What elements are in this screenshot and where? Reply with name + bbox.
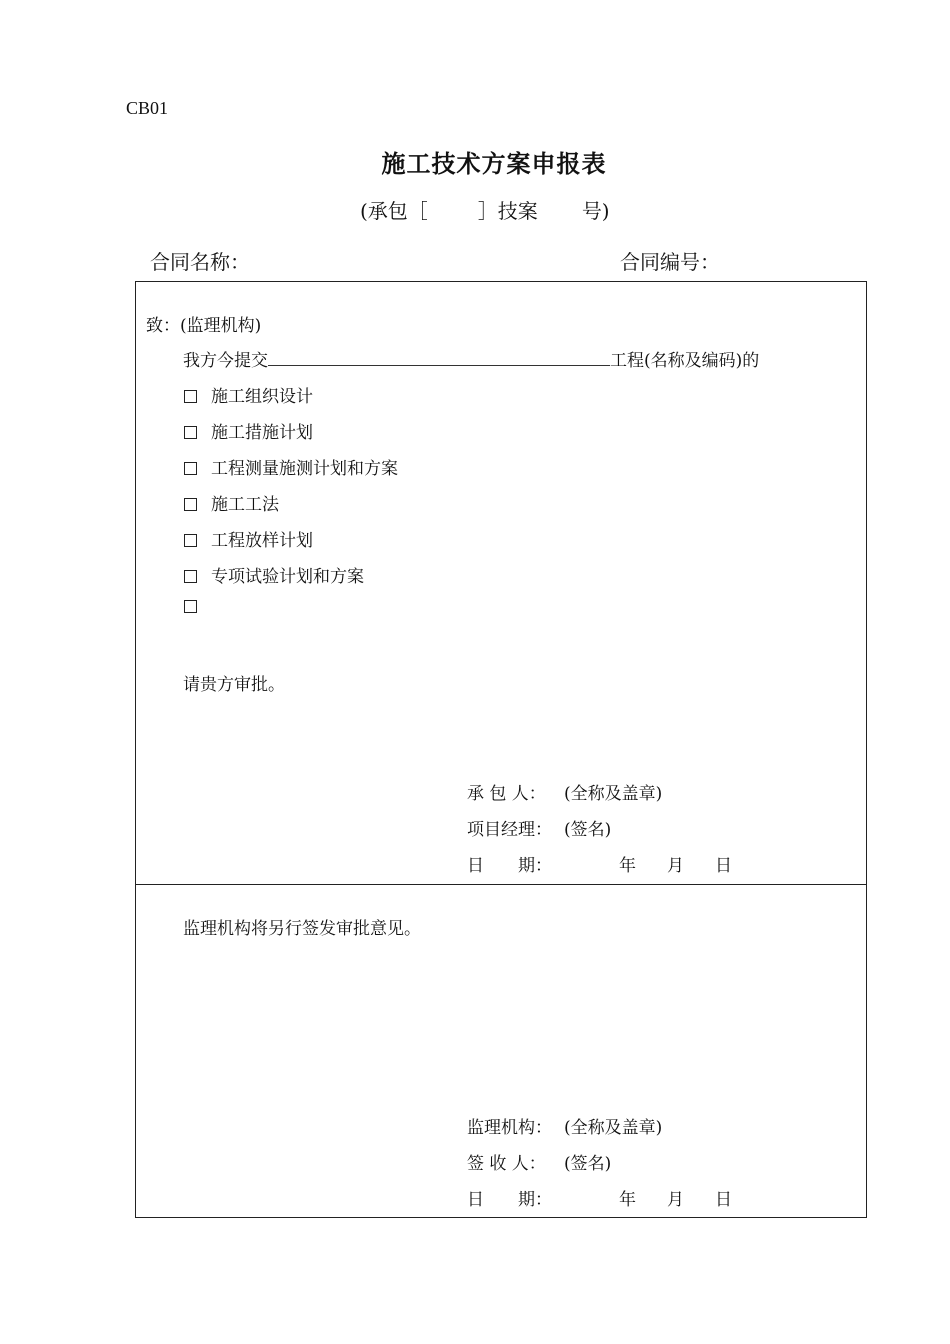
project-manager-row (467, 815, 611, 840)
option-label: 施工工法 (211, 495, 279, 515)
supervision-notice: 监理机构将另行签发审批意见。 (183, 919, 421, 939)
day-label: 日 (715, 1190, 732, 1210)
subtitle-close: 号) (581, 199, 610, 223)
option-label: 施工措施计划 (211, 423, 313, 443)
submission-suffix: 工程(名称及编码)的 (610, 351, 760, 371)
checkbox-icon[interactable] (184, 462, 197, 475)
project-name-blank[interactable] (268, 349, 610, 366)
submission-line (183, 346, 759, 371)
checkbox-icon[interactable] (184, 498, 197, 511)
month-label: 月 (667, 856, 684, 876)
option-label: 工程放样计划 (211, 531, 313, 551)
month-label: 月 (667, 1190, 684, 1210)
option-item[interactable] (184, 526, 313, 551)
option-item[interactable] (184, 418, 313, 443)
contract-name-label: 合同名称： (150, 250, 250, 274)
checkbox-icon[interactable] (184, 426, 197, 439)
subtitle-open: (承包［ (360, 199, 428, 223)
supervision-agency-value: (全称及盖章) (564, 1118, 663, 1138)
supervision-agency-label: 监理机构： (467, 1118, 552, 1138)
subtitle-mid: ］技案 (477, 199, 538, 223)
supervision-date-row (467, 1185, 732, 1210)
section-divider (135, 884, 867, 885)
day-label: 日 (715, 856, 732, 876)
contract-number-label: 合同编号： (620, 250, 720, 274)
supervision-agency-row (467, 1113, 662, 1138)
receiver-label: 签 收 人： (467, 1154, 546, 1174)
contractor-row (467, 779, 662, 804)
submission-prefix: 我方今提交 (183, 351, 268, 371)
date-label: 日 期： (467, 856, 552, 876)
contractor-value: (全称及盖章) (564, 784, 663, 804)
form-title: 施工技术方案申报表 (381, 149, 607, 178)
option-item[interactable] (184, 382, 313, 407)
year-label: 年 (619, 1190, 636, 1210)
form-code: CB01 (126, 98, 169, 118)
receiver-row (467, 1149, 611, 1174)
option-label: 专项试验计划和方案 (211, 567, 364, 587)
addressee-line: 致：(监理机构) (146, 316, 262, 336)
checkbox-icon[interactable] (184, 600, 197, 613)
option-label: 施工组织设计 (211, 387, 313, 407)
checkbox-icon[interactable] (184, 534, 197, 547)
project-manager-label: 项目经理： (467, 820, 552, 840)
contractor-label: 承 包 人： (467, 784, 546, 804)
option-label: 工程测量施测计划和方案 (211, 459, 398, 479)
year-label: 年 (619, 856, 636, 876)
option-item-other[interactable] (184, 597, 211, 617)
form-subtitle (360, 195, 610, 224)
contractor-date-row (467, 851, 732, 876)
project-manager-value: (签名) (564, 820, 612, 840)
approval-request: 请贵方审批。 (183, 675, 285, 695)
date-label: 日 期： (467, 1190, 552, 1210)
option-item[interactable] (184, 490, 279, 515)
checkbox-icon[interactable] (184, 390, 197, 403)
receiver-value: (签名) (564, 1154, 612, 1174)
option-item[interactable] (184, 562, 364, 587)
option-item[interactable] (184, 454, 398, 479)
checkbox-icon[interactable] (184, 570, 197, 583)
